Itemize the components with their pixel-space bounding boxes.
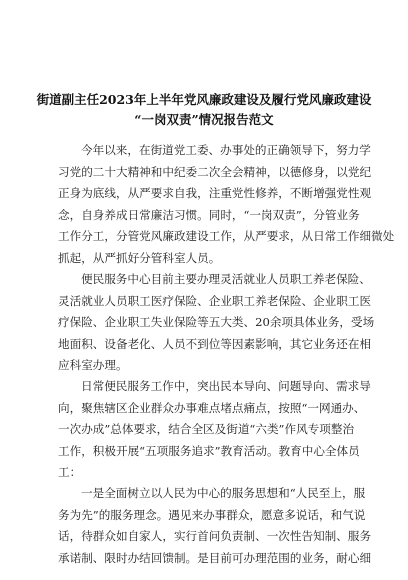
paragraph-line: 日常便民服务工作中，突出民本导向、问题导向、需求导 (81, 379, 371, 393)
paragraph-line: 务为先”的服务理念。遇见来办事群众，愿意多说话，和气说 (58, 507, 366, 522)
paragraph-line: 抓起，从严抓好分管科室人员。 (58, 250, 221, 265)
paragraph-1 (58, 140, 395, 269)
document-title-line-2: “一岗双责”情况报告范文 (134, 112, 274, 127)
paragraph-line: 一是全面树立以人民为中心的服务思想和“人民至上，服 (81, 486, 366, 500)
paragraph-line: 疗保险、企业职工失业保险等五大类、20余项具体业务，受场 (58, 315, 375, 329)
paragraph-line: 向，聚焦辖区企业群众办事难点堵点痛点，按照“一网通办、 (58, 400, 366, 415)
paragraph-3 (58, 376, 371, 484)
paragraph-2 (58, 269, 375, 377)
paragraph-line: 今年以来，在街道党工委、办事处的正确领导下，努力学 (81, 143, 371, 157)
paragraph-line: 便民服务中心目前主要办理灵活就业人员职工养老保险、 (81, 272, 371, 286)
paragraph-line: 应科室办理。 (58, 358, 128, 372)
paragraph-line: 一次办成”总体要求，结合全区及街道“六类”作风专项整治 (58, 422, 355, 436)
paragraph-line: 习党的二十大精神和中纪委二次全会精神，以德修身，以党纪 (58, 164, 372, 179)
paragraph-line: 承诺制、限时办结回馈制。是目前可办理范围的业务，耐心细 (58, 550, 372, 565)
paragraph-line: 地面积、设备老化、人员不到位等因素影响，其它业务还在相 (58, 336, 372, 351)
document-title-line-1: 街道副主任2023年上半年党风廉政建设及履行党风廉政建设 (36, 92, 372, 107)
paragraph-line: 工： (58, 465, 82, 479)
paragraph-4 (58, 483, 372, 569)
paragraph-line: 话，待群众如自家人，实行首问负责制、一次性告知制、服务 (58, 529, 372, 543)
paragraph-line: 念，自身养成日常廉洁习惯。同时，“一岗双责”，分管业务 (58, 207, 360, 222)
paragraph-line: 工作分工，分管党风廉政建设工作，从严要求，从日常工作细微处 (58, 229, 395, 243)
paragraph-line: 正身为底线，从严要求自我，注重党性修养，不断增强党性观 (58, 186, 372, 200)
paragraph-line: 工作，积极开展“五项服务追求”教育活动。教育中心全体员 (58, 443, 360, 458)
paragraph-line: 灵活就业人员职工医疗保险、企业职工养老保险、企业职工医 (58, 293, 372, 308)
